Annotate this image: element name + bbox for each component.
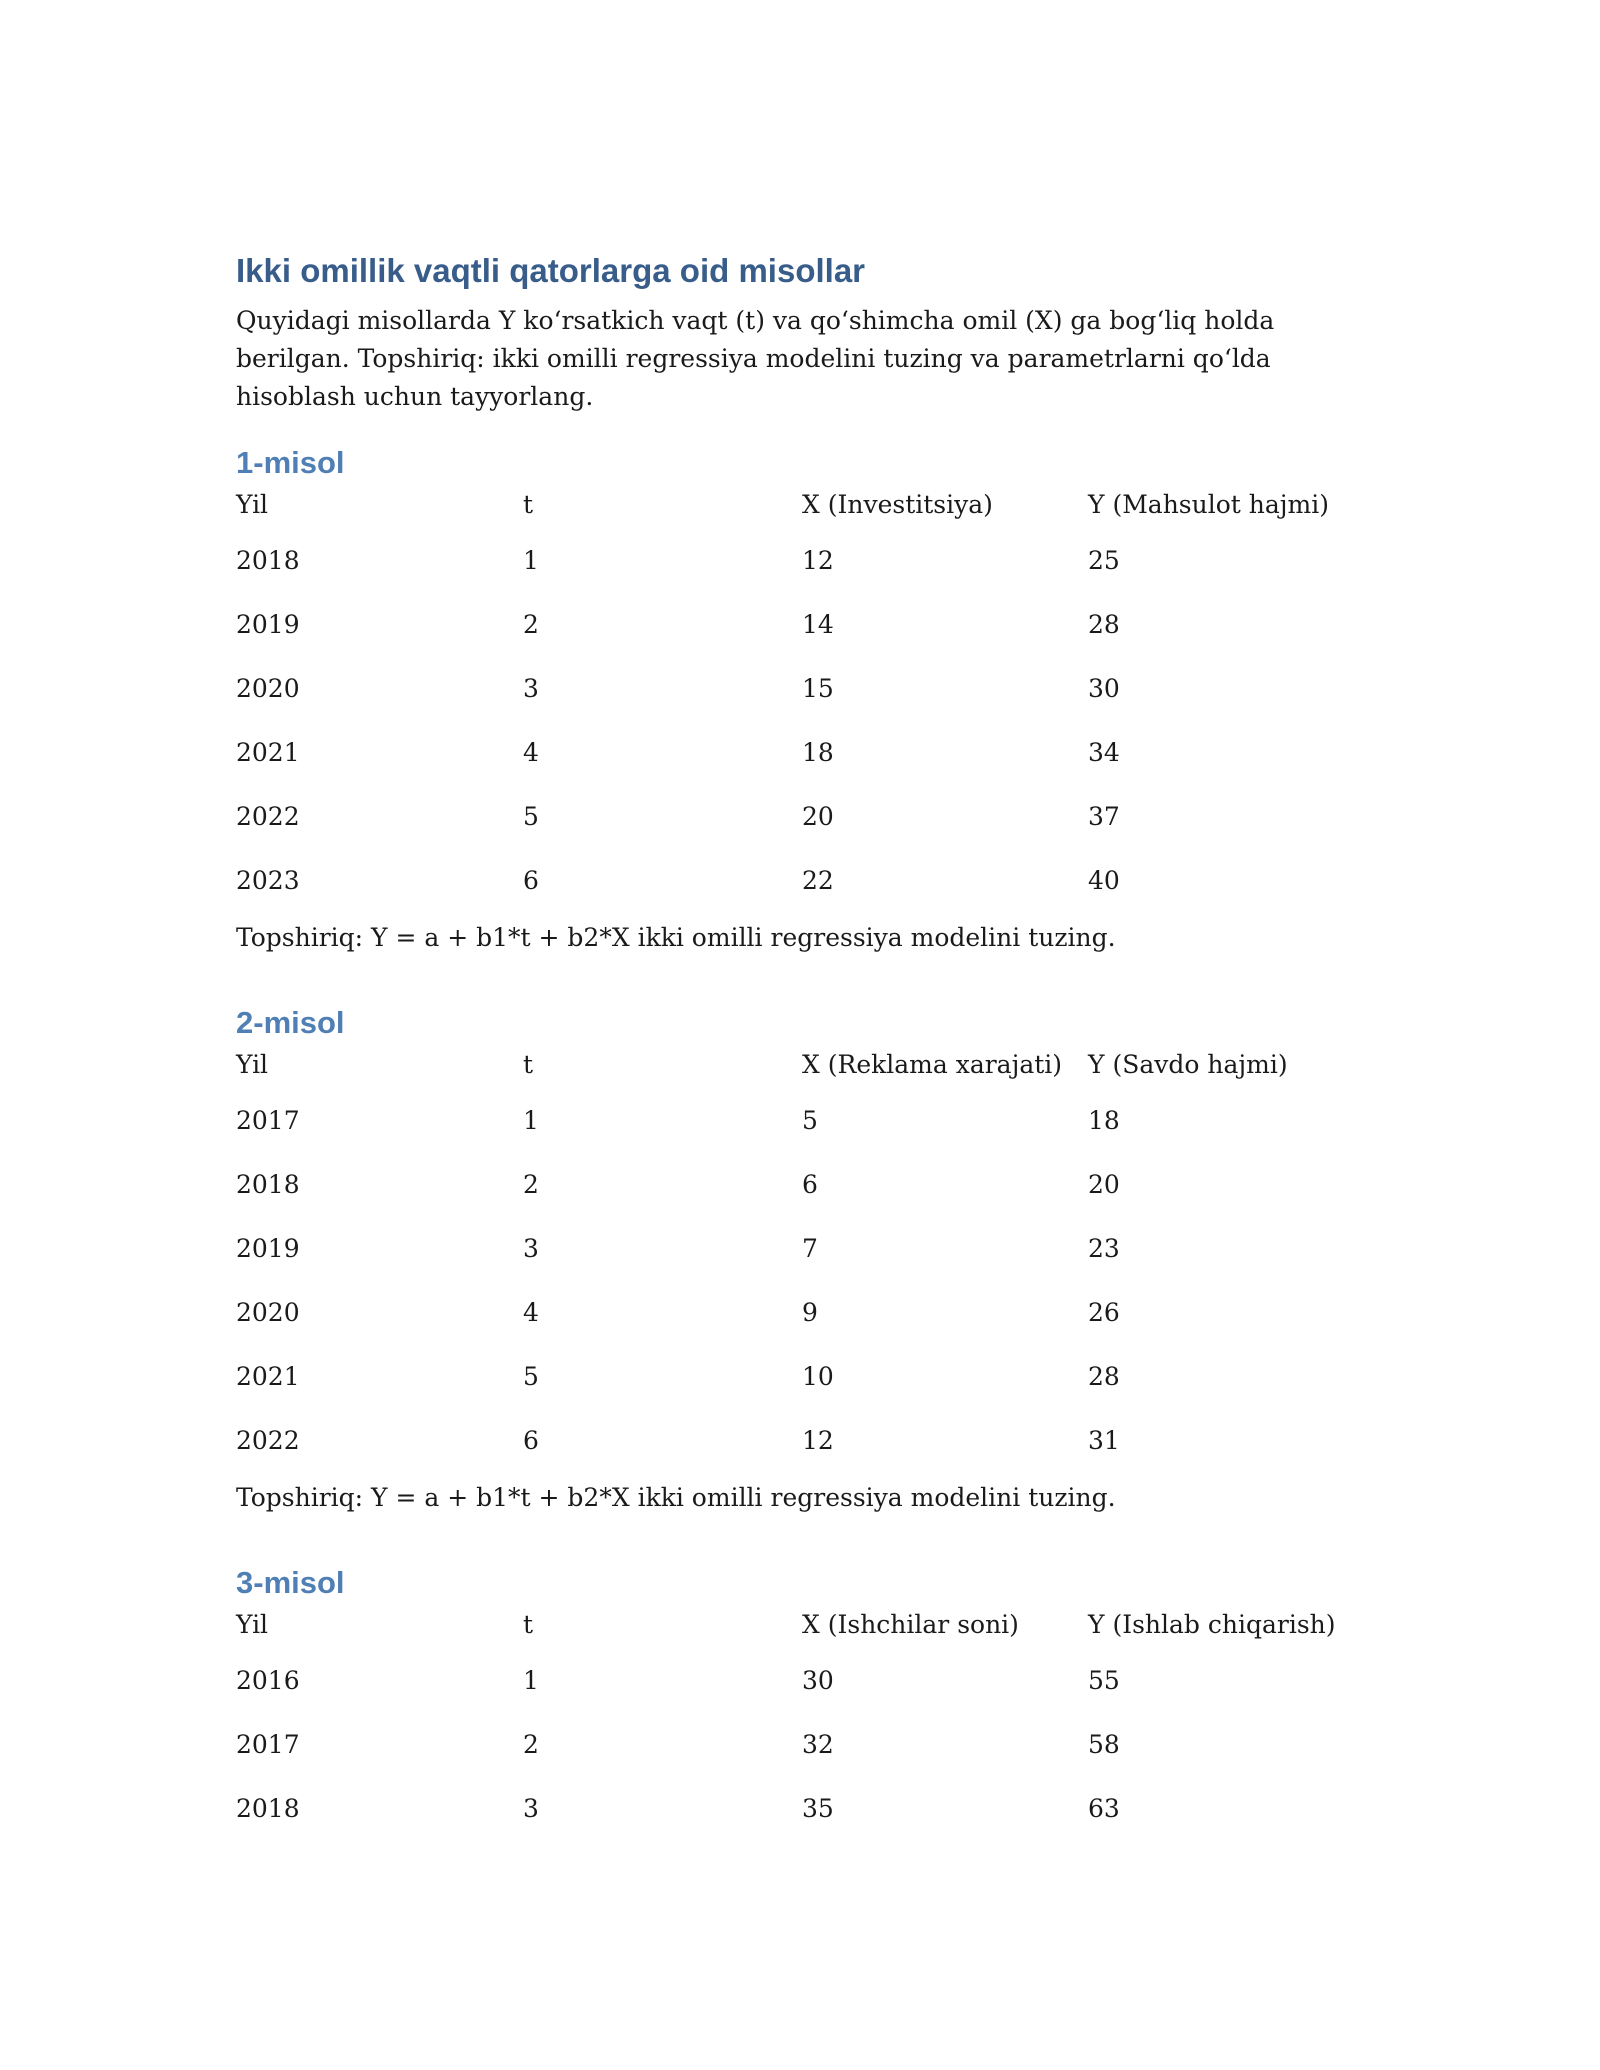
cell-y: 55: [1088, 1666, 1120, 1695]
column-header-year: Yil: [236, 1050, 269, 1079]
cell-y: 58: [1088, 1730, 1120, 1759]
cell-y: 20: [1088, 1170, 1120, 1199]
table-row: [236, 1713, 1366, 1777]
cell-x: 9: [802, 1298, 818, 1327]
column-header-x: X (Investitsiya): [802, 490, 993, 519]
table-row: [236, 593, 1366, 657]
example-3-heading: 3-misol: [236, 1565, 345, 1600]
cell-year: 2017: [236, 1730, 300, 1759]
cell-x: 14: [802, 610, 834, 639]
table-row: [236, 1409, 1366, 1473]
column-header-y: Y (Ishlab chiqarish): [1088, 1610, 1336, 1639]
cell-t: 2: [523, 610, 539, 639]
cell-y: 30: [1088, 674, 1120, 703]
table-header-row: [236, 1605, 1366, 1649]
cell-x: 20: [802, 802, 834, 831]
example-1-heading: 1-misol: [236, 445, 345, 480]
example-3-section: [236, 1561, 1366, 1841]
cell-t: 1: [523, 1666, 539, 1695]
column-header-y: Y (Mahsulot hajmi): [1088, 490, 1329, 519]
table-row: [236, 1649, 1366, 1713]
cell-t: 4: [523, 1298, 539, 1327]
example-1-section: [236, 441, 1366, 963]
cell-x: 6: [802, 1170, 818, 1199]
cell-year: 2022: [236, 1426, 300, 1455]
cell-year: 2018: [236, 1794, 300, 1823]
column-header-year: Yil: [236, 490, 269, 519]
cell-y: 28: [1088, 610, 1120, 639]
cell-t: 3: [523, 674, 539, 703]
cell-year: 2019: [236, 610, 300, 639]
column-header-year: Yil: [236, 1610, 269, 1639]
cell-y: 18: [1088, 1106, 1120, 1135]
cell-x: 18: [802, 738, 834, 767]
table-header-row: [236, 1045, 1366, 1089]
cell-year: 2020: [236, 674, 300, 703]
cell-t: 5: [523, 802, 539, 831]
cell-year: 2023: [236, 866, 300, 895]
cell-y: 26: [1088, 1298, 1120, 1327]
cell-t: 1: [523, 546, 539, 575]
example-1-table: [236, 485, 1366, 913]
cell-year: 2018: [236, 1170, 300, 1199]
cell-t: 6: [523, 1426, 539, 1455]
cell-y: 37: [1088, 802, 1120, 831]
cell-x: 22: [802, 866, 834, 895]
cell-t: 3: [523, 1234, 539, 1263]
cell-y: 31: [1088, 1426, 1120, 1455]
cell-year: 2018: [236, 546, 300, 575]
cell-x: 12: [802, 546, 834, 575]
column-header-y: Y (Savdo hajmi): [1088, 1050, 1288, 1079]
example-2-section: [236, 1001, 1366, 1523]
table-row: [236, 1345, 1366, 1409]
cell-x: 35: [802, 1794, 834, 1823]
cell-year: 2022: [236, 802, 300, 831]
cell-x: 15: [802, 674, 834, 703]
example-1-task: Topshiriq: Y = a + b1*t + b2*X ikki omilli regressiya modelini tuzing.: [236, 923, 1116, 952]
table-row: [236, 785, 1366, 849]
cell-t: 6: [523, 866, 539, 895]
example-2-table: [236, 1045, 1366, 1473]
cell-x: 5: [802, 1106, 818, 1135]
cell-x: 12: [802, 1426, 834, 1455]
cell-y: 25: [1088, 546, 1120, 575]
cell-year: 2019: [236, 1234, 300, 1263]
intro-paragraph: Quyidagi misollarda Y ko‘rsatkich vaqt (t) va qo‘shimcha omil (X) ga bog‘liq holda berilgan. Topshiriq: ikki omilli regressiya modelini tuzing va parametrlarni qo‘lda hisoblash uchun tayyorlang.: [236, 306, 1275, 411]
table-row: [236, 657, 1366, 721]
column-header-t: t: [523, 1610, 534, 1639]
table-row: [236, 1281, 1366, 1345]
column-header-t: t: [523, 490, 534, 519]
table-row: [236, 1217, 1366, 1281]
cell-x: 7: [802, 1234, 818, 1263]
column-header-x: X (Ishchilar soni): [802, 1610, 1019, 1639]
cell-year: 2021: [236, 738, 300, 767]
table-row: [236, 529, 1366, 593]
example-2-task: Topshiriq: Y = a + b1*t + b2*X ikki omilli regressiya modelini tuzing.: [236, 1483, 1116, 1512]
table-header-row: [236, 485, 1366, 529]
table-row: [236, 721, 1366, 785]
cell-y: 63: [1088, 1794, 1120, 1823]
cell-x: 32: [802, 1730, 834, 1759]
cell-y: 40: [1088, 866, 1120, 895]
cell-t: 1: [523, 1106, 539, 1135]
table-row: [236, 1777, 1366, 1841]
cell-t: 2: [523, 1170, 539, 1199]
cell-t: 2: [523, 1730, 539, 1759]
cell-year: 2016: [236, 1666, 300, 1695]
cell-x: 30: [802, 1666, 834, 1695]
cell-y: 28: [1088, 1362, 1120, 1391]
table-row: [236, 1153, 1366, 1217]
table-row: [236, 1089, 1366, 1153]
cell-x: 10: [802, 1362, 834, 1391]
cell-t: 4: [523, 738, 539, 767]
cell-year: 2017: [236, 1106, 300, 1135]
cell-y: 23: [1088, 1234, 1120, 1263]
cell-t: 5: [523, 1362, 539, 1391]
cell-t: 3: [523, 1794, 539, 1823]
column-header-t: t: [523, 1050, 534, 1079]
example-2-heading: 2-misol: [236, 1005, 345, 1040]
cell-year: 2020: [236, 1298, 300, 1327]
column-header-x: X (Reklama xarajati): [802, 1050, 1063, 1079]
table-row: [236, 849, 1366, 913]
cell-year: 2021: [236, 1362, 300, 1391]
example-3-table: [236, 1605, 1366, 1841]
document-title: Ikki omillik vaqtli qatorlarga oid misollar: [236, 252, 866, 289]
cell-y: 34: [1088, 738, 1120, 767]
